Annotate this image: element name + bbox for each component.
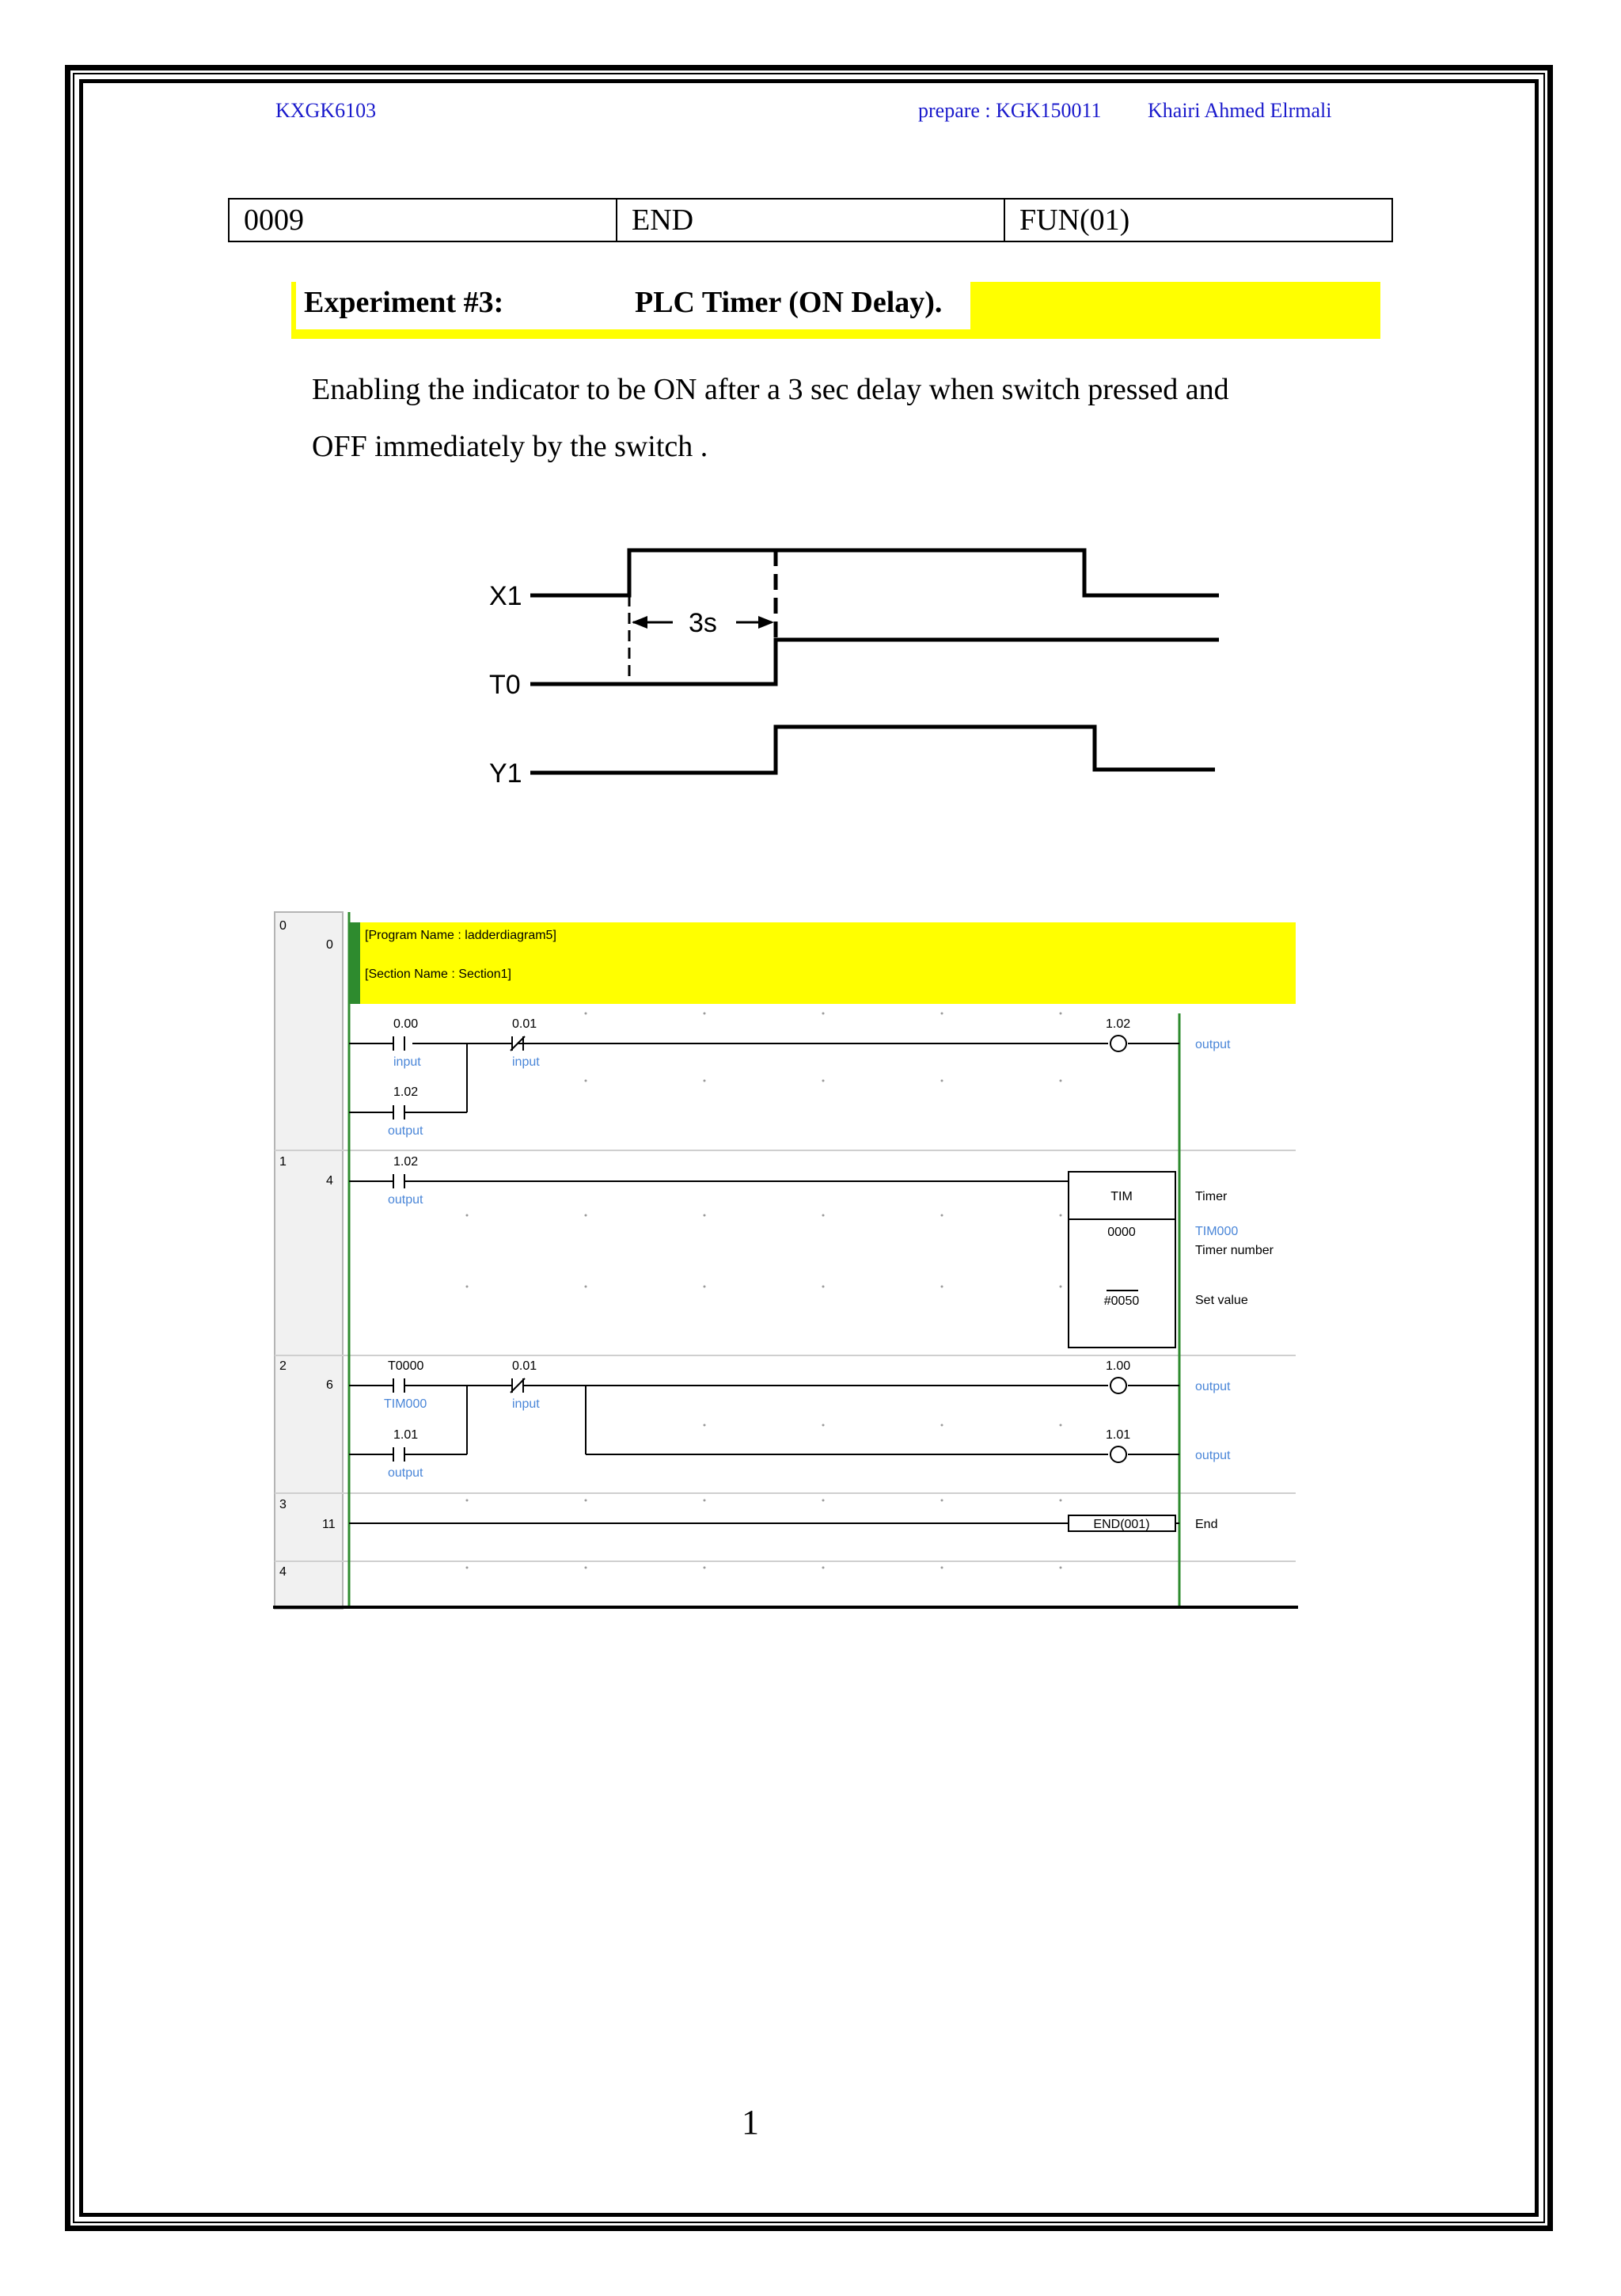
timer-symbol: TIM000 [1195,1225,1239,1238]
y1-waveform [530,727,1215,773]
author-name: Khairi Ahmed Elrmali [1148,99,1332,122]
contact-address: 0.01 [512,1359,537,1373]
contact-address: 0.00 [393,1017,419,1031]
rung-number: 0 [279,919,287,933]
signal-label-x1: X1 [489,581,522,611]
end-description: End [1195,1518,1218,1531]
coil-name: output [1195,1449,1231,1462]
rung-number: 2 [279,1359,287,1373]
coil-name: output [1195,1038,1231,1051]
contact-address: 0.01 [512,1017,537,1031]
section-name: [Section Name : Section1] [365,967,511,981]
x1-waveform [530,550,1219,595]
coil-name: output [1195,1380,1231,1393]
delay-label: 3s [689,608,717,638]
contact-address: 1.02 [393,1085,419,1099]
rung-number: 1 [279,1155,287,1169]
step-number: 6 [326,1378,333,1392]
contact-name: output [388,1193,423,1207]
arrowhead-left-icon [632,616,647,629]
instruction-table [228,198,1393,242]
timer-set-value: #0050 [1103,1294,1140,1308]
coil-address: 1.02 [1106,1017,1131,1031]
coil-address: 1.01 [1106,1428,1131,1442]
table-row [229,199,1392,241]
contact-address: 1.02 [393,1155,419,1169]
experiment-title: PLC Timer (ON Delay). [635,286,943,319]
timer-number-description: Timer number [1195,1244,1274,1257]
experiment-highlight-edge [291,282,296,339]
signal-label-t0: T0 [489,670,521,700]
contact-name: input [393,1055,421,1069]
rung-number: 3 [279,1498,287,1511]
arrowhead-right-icon [758,616,774,629]
program-name: [Program Name : ladderdiagram5] [365,929,556,942]
rung-number: 4 [279,1565,287,1579]
t0-waveform [530,640,1219,684]
experiment-number: Experiment #3: [304,286,504,319]
contact-name: TIM000 [384,1397,427,1411]
course-code: KXGK6103 [275,99,377,122]
contact-name: output [388,1466,423,1480]
function-code-cell: FUN(01) [1004,199,1392,241]
description-line-1: Enabling the indicator to be ON after a 3 sec delay when switch pressed and [312,373,1229,406]
signal-label-y1: Y1 [489,758,522,789]
timer-number: 0000 [1107,1226,1136,1239]
step-number: 4 [326,1174,333,1188]
ladder-diagram [273,910,1298,1611]
prepared-by: prepare : KGK150011 [918,99,1102,122]
coil-address: 1.00 [1106,1359,1131,1373]
mnemonic-cell: END [617,199,1004,241]
contact-address: T0000 [388,1359,424,1373]
set-value-description: Set value [1195,1294,1248,1307]
step-number: 0 [326,938,333,952]
timing-diagram [443,507,1235,808]
contact-name: input [512,1397,540,1411]
page-number: 1 [742,2103,759,2142]
timer-description: Timer [1195,1190,1228,1203]
step-number: 11 [322,1518,336,1531]
description-line-2: OFF immediately by the switch . [312,430,708,463]
timer-instruction-label: TIM [1110,1190,1133,1203]
end-instruction: END(001) [1093,1518,1150,1531]
contact-name: output [388,1124,423,1138]
contact-name: input [512,1055,540,1069]
address-cell: 0009 [229,199,617,241]
contact-address: 1.01 [393,1428,419,1442]
